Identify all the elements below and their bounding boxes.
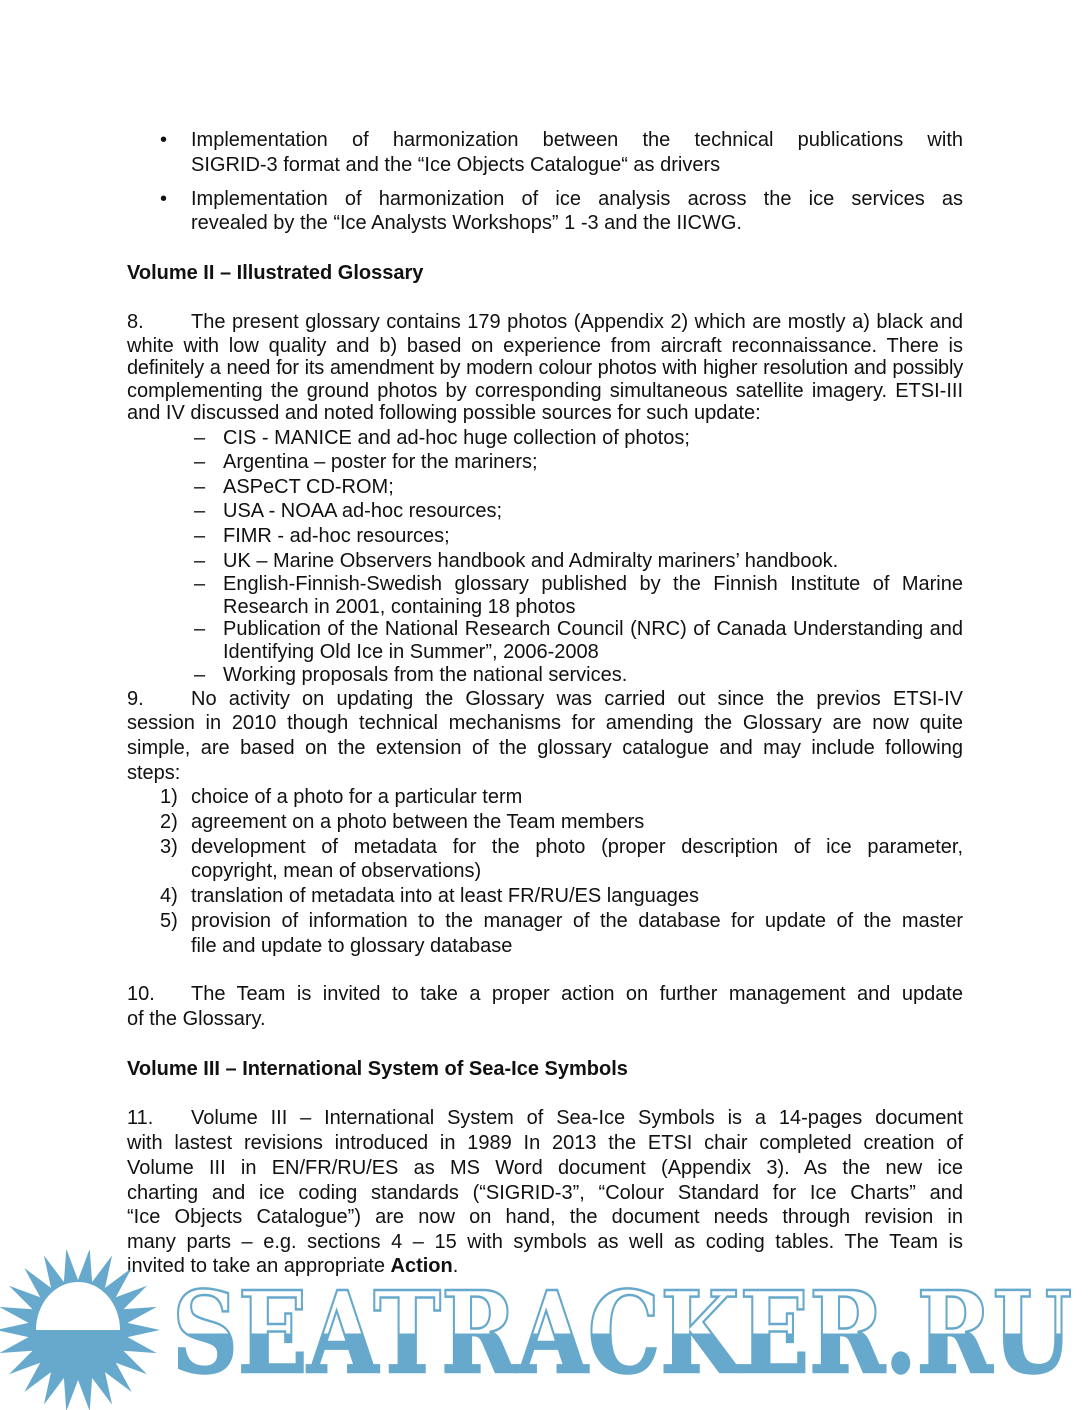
paragraph-line: “Ice Objects Catalogue”) are now on hand, the document needs through revision in	[127, 1206, 963, 1228]
list-item-text: ASPeCT CD-ROM;	[223, 476, 394, 498]
list-marker: –	[194, 476, 206, 498]
paragraph-line: No activity on updating the Glossary was carried out since the previos ETSI-IV	[191, 688, 963, 710]
section-heading: Volume II – Illustrated Glossary	[127, 262, 424, 284]
paragraph-text: invited to take an appropriate	[127, 1255, 391, 1277]
list-marker: 5)	[160, 910, 178, 932]
paragraph-number: 11.	[127, 1107, 154, 1129]
sun-icon	[0, 1250, 160, 1410]
list-item-text: English-Finnish-Swedish glossary published by the Finnish Institute of Marine	[223, 573, 963, 595]
list-item-text: translation of metadata into at least FR/RU/ES languages	[191, 885, 700, 907]
list-item-text: Research in 2001, containing 18 photos	[223, 596, 576, 618]
paragraph-line: with lastest revisions introduced in 1989 In 2013 the ETSI chair completed creation of	[127, 1132, 963, 1154]
paragraph-line: white with low quality and b) based on experience from aircraft reconnaissance. There is	[127, 335, 963, 357]
section-heading: Volume III – International System of Sea-Ice Symbols	[127, 1058, 628, 1080]
list-item-text: agreement on a photo between the Team members	[191, 811, 645, 833]
paragraph-line: The present glossary contains 179 photos (Appendix 2) which are mostly a) black and	[191, 311, 963, 333]
paragraph-line: steps:	[127, 762, 181, 784]
list-item-text: provision of information to the manager of the database for update of the master	[191, 910, 963, 932]
paragraph-line: of the Glossary.	[127, 1008, 266, 1030]
paragraph-line: session in 2010 though technical mechanisms for amending the Glossary are now quite	[127, 712, 963, 734]
list-item-text: CIS - MANICE and ad-hoc huge collection of photos;	[223, 427, 690, 449]
list-item-text: USA - NOAA ad-hoc resources;	[223, 500, 503, 522]
list-marker: –	[194, 618, 206, 640]
paragraph-number: 10.	[127, 983, 155, 1005]
list-item-text: Publication of the National Research Council (NRC) of Canada Understanding and	[223, 618, 963, 640]
list-marker: –	[194, 550, 206, 572]
list-marker: 2)	[160, 811, 178, 833]
list-marker: •	[160, 188, 168, 210]
paragraph-line: simple, are based on the extension of the glossary catalogue and may include following	[127, 737, 963, 759]
paragraph-number: 9.	[127, 688, 144, 710]
list-item-text: choice of a photo for a particular term	[191, 786, 523, 808]
paragraph-line: The Team is invited to take a proper action on further management and update	[191, 983, 963, 1005]
list-marker: –	[194, 451, 206, 473]
punctuation: .	[452, 1255, 459, 1277]
list-item-text: copyright, mean of observations)	[191, 860, 482, 882]
paragraph-line: complementing the ground photos by corresponding simultaneous satellite imagery. ETSI-III	[127, 380, 963, 402]
list-marker: 4)	[160, 885, 178, 907]
list-item-text: SIGRID-3 format and the “Ice Objects Catalogue“ as drivers	[191, 154, 721, 176]
paragraph-line: Volume III in EN/FR/RU/ES as MS Word document (Appendix 3). As the new ice	[127, 1157, 963, 1179]
list-marker: –	[194, 427, 206, 449]
action-keyword: Action	[390, 1255, 453, 1277]
watermark-text: SEATRACKER.RU	[172, 1268, 1072, 1399]
list-item-text: development of metadata for the photo (proper description of ice parameter,	[191, 836, 963, 858]
list-item-text: Argentina – poster for the mariners;	[223, 451, 538, 473]
paragraph-line: charting and ice coding standards (“SIGRID-3”, “Colour Standard for Ice Charts” and	[127, 1182, 963, 1204]
list-item-text: Working proposals from the national services.	[223, 664, 628, 686]
list-item-text: UK – Marine Observers handbook and Admiralty mariners’ handbook.	[223, 550, 839, 572]
list-item-text: file and update to glossary database	[191, 935, 513, 957]
list-item-text: Implementation of harmonization of ice analysis across the ice services as	[191, 188, 963, 210]
list-item-text: Identifying Old Ice in Summer”, 2006-2008	[223, 641, 599, 663]
list-marker: –	[194, 664, 206, 686]
list-item-text: FIMR - ad-hoc resources;	[223, 525, 450, 547]
paragraph-line: definitely a need for its amendment by modern colour photos with higher resolution and possibly	[127, 357, 963, 379]
list-marker: •	[160, 129, 168, 151]
paragraph-line: and IV discussed and noted following possible sources for such update:	[127, 402, 761, 424]
list-item-text: revealed by the “Ice Analysts Workshops” 1 -3 and the IICWG.	[191, 212, 742, 234]
paragraph-line: Volume III – International System of Sea-Ice Symbols is a 14-pages document	[191, 1107, 963, 1129]
list-marker: 1)	[160, 786, 178, 808]
list-marker: –	[194, 573, 206, 595]
list-item-text: Implementation of harmonization between the technical publications with	[191, 129, 963, 151]
list-marker: –	[194, 525, 206, 547]
list-marker: 3)	[160, 836, 178, 858]
paragraph-number: 8.	[127, 311, 144, 333]
paragraph-line: many parts – e.g. sections 4 – 15 with symbols as well as coding tables. The Team is	[127, 1231, 963, 1253]
list-marker: –	[194, 500, 206, 522]
seatracker-watermark-logo	[0, 1250, 1090, 1410]
